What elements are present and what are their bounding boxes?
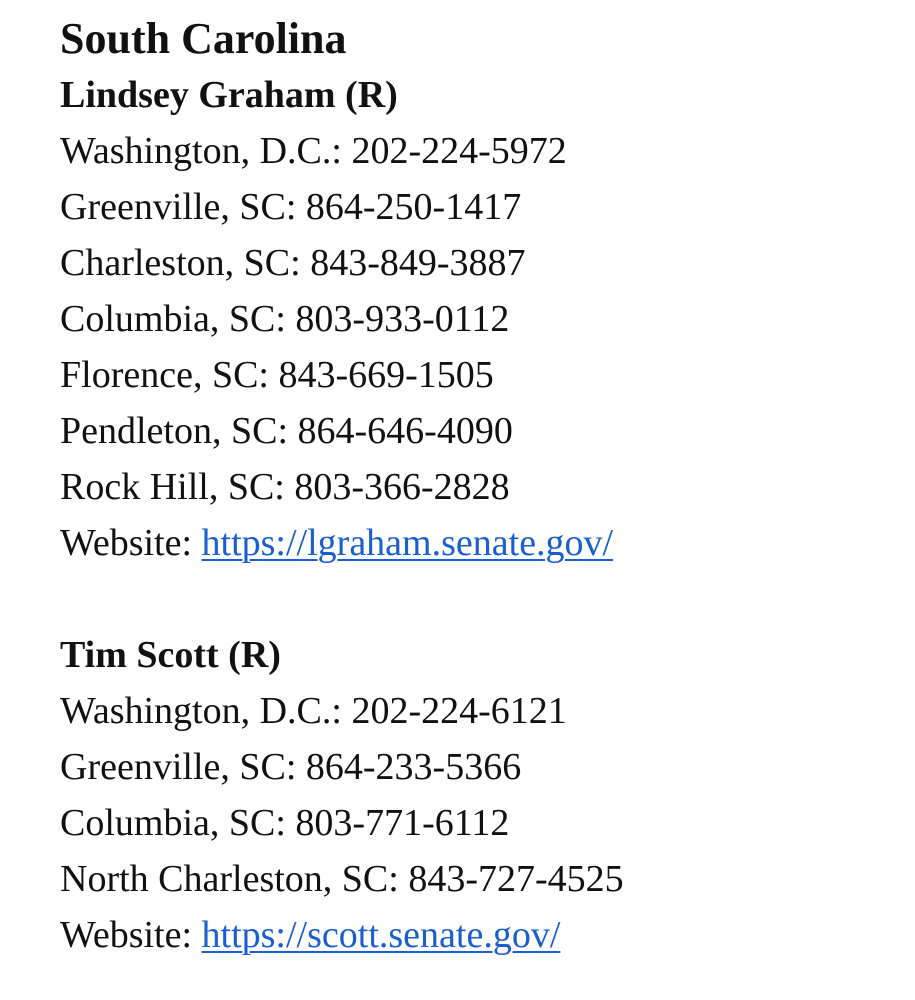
office-label: Florence, SC: [60, 354, 269, 396]
office-line [60, 179, 915, 235]
office-line [60, 291, 915, 347]
senator-block-scott [60, 627, 915, 963]
office-phone: 843-849-3887 [310, 242, 526, 284]
office-label: North Charleston, SC: [60, 858, 399, 900]
office-line [60, 235, 915, 291]
office-label: Pendleton, SC: [60, 410, 289, 452]
office-label: Rock Hill, SC: [60, 466, 285, 508]
office-line [60, 683, 915, 739]
office-phone: 864-646-4090 [297, 410, 513, 452]
website-link[interactable]: https://lgraham.senate.gov/ [201, 522, 614, 564]
office-phone: 864-250-1417 [305, 186, 522, 228]
office-phone: 803-933-0112 [295, 298, 510, 340]
office-label: Washington, D.C.: [60, 130, 342, 172]
office-label: Greenville, SC: [60, 746, 297, 788]
office-line [60, 123, 915, 179]
office-label: Greenville, SC: [60, 186, 297, 228]
website-line [60, 515, 915, 571]
office-line [60, 403, 915, 459]
office-phone: 202-224-5972 [351, 130, 567, 172]
office-phone: 843-727-4525 [408, 858, 624, 900]
office-phone: 843-669-1505 [278, 354, 494, 396]
office-phone: 864-233-5366 [305, 746, 522, 788]
office-line [60, 795, 915, 851]
office-phone: 803-366-2828 [294, 466, 510, 508]
senator-name: Lindsey Graham (R) [60, 74, 398, 116]
office-line [60, 851, 915, 907]
office-line [60, 739, 915, 795]
office-phone: 202-224-6121 [351, 690, 567, 732]
website-line [60, 907, 915, 963]
senator-name: Tim Scott (R) [60, 634, 281, 676]
office-label: Columbia, SC: [60, 802, 286, 844]
office-label: Washington, D.C.: [60, 690, 342, 732]
office-phone: 803-771-6112 [295, 802, 510, 844]
website-link[interactable]: https://scott.senate.gov/ [201, 914, 561, 956]
website-label: Website: [60, 914, 193, 956]
senator-block-graham [60, 67, 915, 571]
office-label: Charleston, SC: [60, 242, 301, 284]
office-label: Columbia, SC: [60, 298, 286, 340]
office-line [60, 347, 915, 403]
office-line [60, 459, 915, 515]
website-label: Website: [60, 522, 193, 564]
spacer [60, 571, 915, 627]
state-title: South Carolina [60, 14, 347, 63]
